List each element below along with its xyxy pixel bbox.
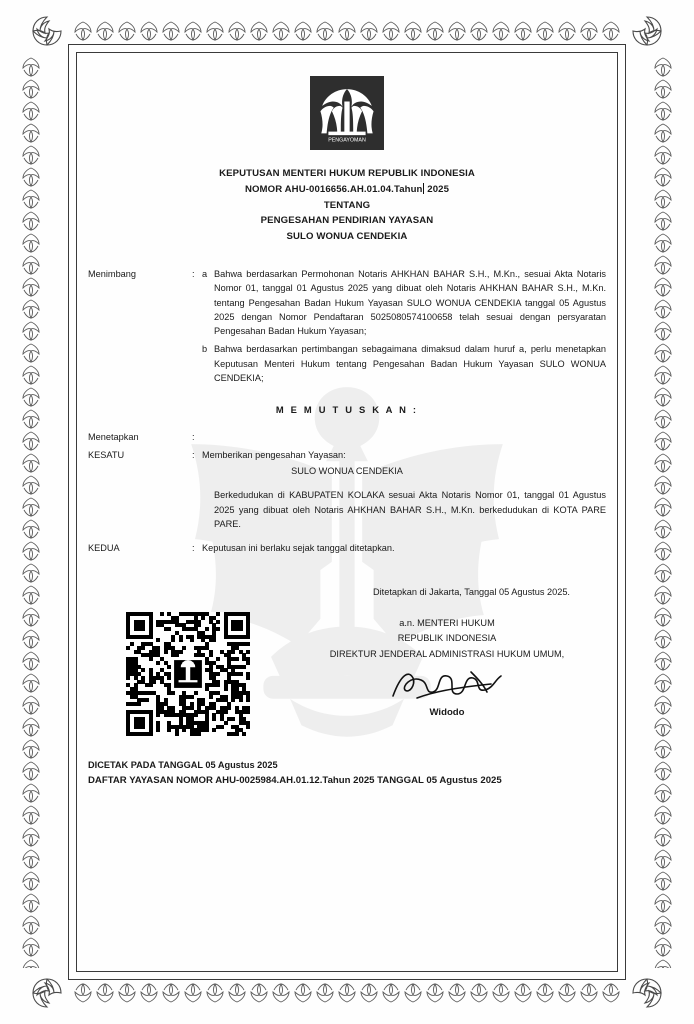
qr-code[interactable] xyxy=(126,612,250,736)
ministry-emblem xyxy=(88,76,606,150)
title-line-2 xyxy=(88,182,606,198)
signature-text-block xyxy=(298,616,596,721)
svg-text:PENGAYOMAN: PENGAYOMAN xyxy=(328,137,366,144)
kedua-colon: : xyxy=(192,543,195,554)
kesatu-paragraph: Berkedudukan di KABUPATEN KOLAKA sesuai Akta Notaris Nomor 01, tanggal 01 Agustus 2025 yang dibuat oleh Notaris AHKHAN BAHAR S.H., M.Kn. berkedudukan di KOTA PARE PARE. xyxy=(214,490,606,529)
signature-area xyxy=(88,606,606,756)
menimbang-marker-b: b xyxy=(202,344,208,355)
register-number: DAFTAR YAYASAN NOMOR AHU-0025984.AH.01.12.Tahun 2025 TANGGAL 05 Agustus 2025 xyxy=(88,774,502,786)
menimbang-colon: : xyxy=(192,269,195,280)
entity-name: SULO WONUA CENDEKIA xyxy=(291,466,403,477)
menimbang-text-a: Bahwa berdasarkan Permohonan Notaris AHKHAN BAHAR S.H., M.Kn., sesuai Akta Notaris Nomor 01, tanggal 01 Agustus 2025 yang dibuat oleh Notaris AHKHAN BAHAR S.H., M.Kn. tentang Pengesahan Badan Hukum Yayasan SULO WONUA CENDEKIA tanggal 05 Agustus 2025 dengan Nomor Pendaftaran 5025080574100658 telah sesuai dengan persyaratan Pengesahan Badan Hukum Yayasan; xyxy=(214,269,606,337)
kesatu-label: KESATU xyxy=(88,449,125,460)
signature-line-3: DIREKTUR JENDERAL ADMINISTRASI HUKUM UMUM, xyxy=(329,649,565,659)
ornament-corner-bottom-right xyxy=(630,976,664,1010)
kesatu-text: Memberikan pengesahan Yayasan: xyxy=(202,449,346,460)
considerations-section xyxy=(88,267,606,385)
pengayoman-logo-icon xyxy=(310,76,384,150)
ornament-border-left xyxy=(20,56,46,968)
menimbang-row-b xyxy=(88,342,606,385)
kedua-row xyxy=(88,541,606,555)
kedua-label: KEDUA xyxy=(88,543,120,554)
menetapkan-label: Menetapkan xyxy=(88,431,139,442)
place-and-date: Ditetapkan di Jakarta, Tanggal 05 Agustus 2025. xyxy=(373,587,570,598)
title-line-3: TENTANG xyxy=(323,199,371,211)
menimbang-row-a xyxy=(88,267,606,338)
ornament-corner-bottom-left xyxy=(30,976,64,1010)
ornament-border-right xyxy=(648,56,674,968)
signature-line-2: REPUBLIK INDONESIA xyxy=(397,633,497,644)
document-content xyxy=(88,62,606,962)
page-title xyxy=(88,166,606,245)
title-line-1: KEPUTUSAN MENTERI HUKUM REPUBLIK INDONESIA xyxy=(219,168,475,179)
menetapkan-colon: : xyxy=(192,431,195,442)
memutuskan-heading: M E M U T U S K A N : xyxy=(275,404,419,416)
kesatu-colon: : xyxy=(192,449,195,460)
kesatu-row xyxy=(88,448,606,462)
ornament-border-bottom xyxy=(72,980,622,1006)
nomor-suffix: 2025 xyxy=(427,183,450,195)
menimbang-marker-a: a xyxy=(202,269,208,280)
signer-name: Widodo xyxy=(429,706,465,718)
nomor-prefix: NOMOR AHU-0016656.AH.01.04.Tahun xyxy=(244,183,423,195)
title-line-5: SULO WONUA CENDEKIA xyxy=(286,231,408,243)
document-footer xyxy=(88,758,606,789)
ornament-corner-top-right xyxy=(630,14,664,48)
printed-date: DICETAK PADA TANGGAL 05 Agustus 2025 xyxy=(88,759,278,770)
menimbang-label: Menimbang xyxy=(88,269,137,280)
kedua-text: Keputusan ini berlaku sejak tanggal ditetapkan. xyxy=(202,543,395,554)
ornament-border-top xyxy=(72,18,622,44)
title-line-4: PENGESAHAN PENDIRIAN YAYASAN xyxy=(260,215,434,227)
text-caret xyxy=(423,183,424,194)
ornament-corner-top-left xyxy=(30,14,64,48)
signature-line-1: a.n. MENTERI HUKUM xyxy=(399,617,495,628)
handwritten-signature-icon xyxy=(298,665,596,705)
menetapkan-row xyxy=(88,430,606,444)
menimbang-text-b: Bahwa berdasarkan pertimbangan sebagaimana dimaksud dalam huruf a, perlu menetapkan Keputusan Menteri Hukum tentang Pengesahan Badan Hukum Yayasan SULO WONUA CENDEKIA; xyxy=(214,344,606,383)
